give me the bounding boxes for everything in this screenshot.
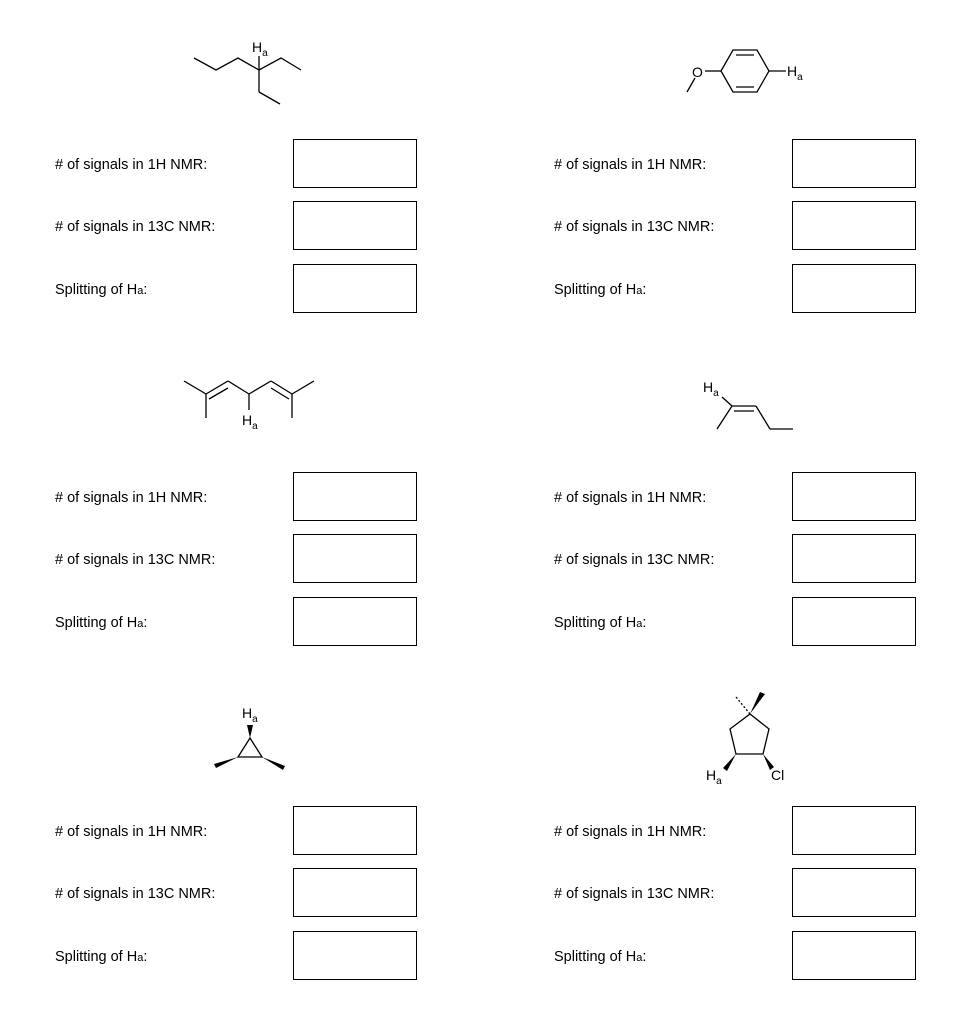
h1-nmr-question: # of signals in 1H NMR: <box>554 824 707 840</box>
h-a-label: $H_a$ <box>242 705 258 725</box>
c13-signals-input[interactable] <box>293 534 417 583</box>
c13-nmr-question: # of signals in 13C NMR: <box>55 219 216 235</box>
chlorine-label: Cl <box>771 767 785 783</box>
c13-nmr-question: # of signals in 13C NMR: <box>554 886 715 902</box>
h-a-label: $H_a$ <box>703 379 719 399</box>
h1-signals-input[interactable] <box>792 806 916 855</box>
methoxybenzene-structure-icon <box>680 40 820 100</box>
h1-nmr-question: # of signals in 1H NMR: <box>55 824 208 840</box>
c13-nmr-question: # of signals in 13C NMR: <box>55 886 216 902</box>
splitting-question: Splitting of Ha: <box>554 282 647 298</box>
h-a-label: $H_a$ <box>706 767 722 787</box>
h1-signals-input[interactable] <box>293 139 417 188</box>
diene-structure-icon <box>175 370 325 440</box>
h1-nmr-question: # of signals in 1H NMR: <box>55 157 208 173</box>
c13-nmr-question: # of signals in 13C NMR: <box>554 219 715 235</box>
h1-signals-input[interactable] <box>293 806 417 855</box>
splitting-question: Splitting of Ha: <box>554 615 647 631</box>
h-a-label: $H_a$ <box>787 63 803 83</box>
splitting-input[interactable] <box>792 264 916 313</box>
oxygen-label: O <box>692 64 703 80</box>
splitting-question: Splitting of Ha: <box>554 949 647 965</box>
h-a-label: $H_a$ <box>242 412 258 432</box>
c13-signals-input[interactable] <box>792 534 916 583</box>
h1-nmr-question: # of signals in 1H NMR: <box>554 490 707 506</box>
splitting-question: Splitting of Ha: <box>55 615 148 631</box>
c13-nmr-question: # of signals in 13C NMR: <box>554 552 715 568</box>
h-a-label: $H_a$ <box>252 39 268 59</box>
h1-signals-input[interactable] <box>792 472 916 521</box>
h1-nmr-question: # of signals in 1H NMR: <box>554 157 707 173</box>
splitting-question: Splitting of Ha: <box>55 949 148 965</box>
splitting-input[interactable] <box>293 264 417 313</box>
h1-nmr-question: # of signals in 1H NMR: <box>55 490 208 506</box>
splitting-input[interactable] <box>792 597 916 646</box>
c13-signals-input[interactable] <box>792 201 916 250</box>
h1-signals-input[interactable] <box>792 139 916 188</box>
splitting-input[interactable] <box>792 931 916 980</box>
h1-signals-input[interactable] <box>293 472 417 521</box>
splitting-question: Splitting of Ha: <box>55 282 148 298</box>
splitting-input[interactable] <box>293 931 417 980</box>
pentene-structure-icon <box>695 375 805 440</box>
c13-signals-input[interactable] <box>293 868 417 917</box>
3-ethylhexane-structure-icon <box>185 30 315 110</box>
splitting-input[interactable] <box>293 597 417 646</box>
dimethylcyclopropane-structure-icon <box>205 700 295 780</box>
c13-signals-input[interactable] <box>792 868 916 917</box>
chloro-dimethylcyclopentane-structure-icon <box>690 685 810 785</box>
c13-nmr-question: # of signals in 13C NMR: <box>55 552 216 568</box>
c13-signals-input[interactable] <box>293 201 417 250</box>
